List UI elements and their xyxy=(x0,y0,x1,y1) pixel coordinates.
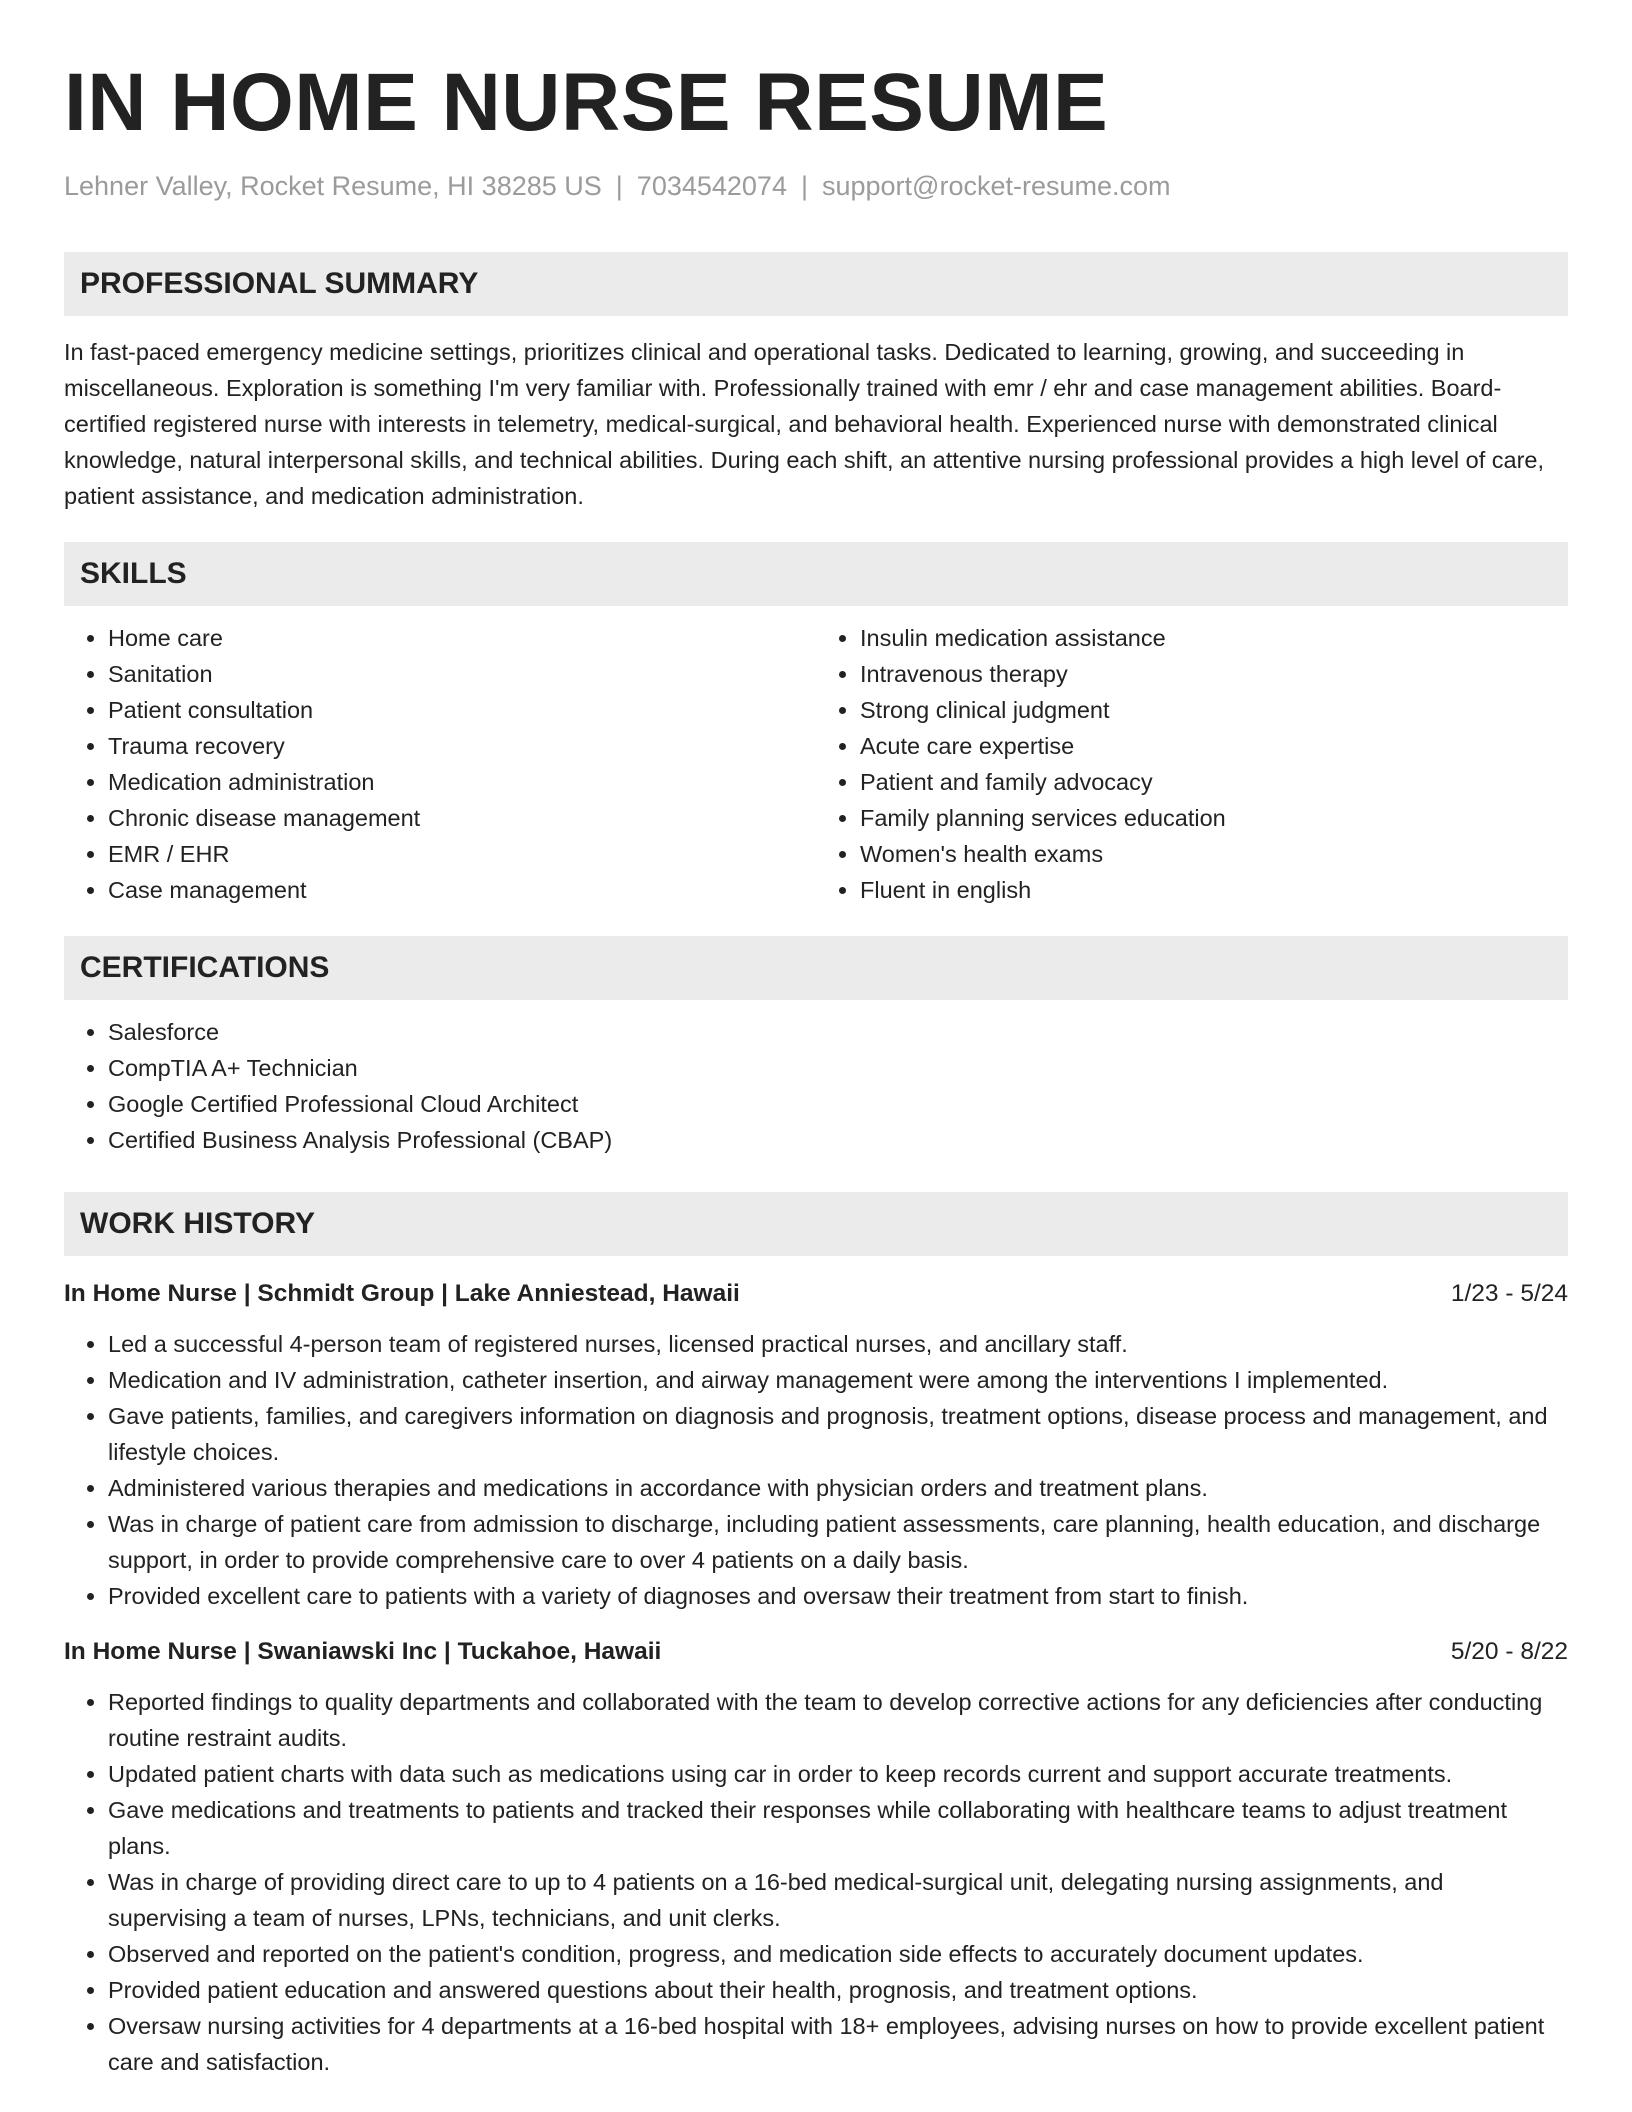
summary-text: In fast-paced emergency medicine settings, prioritizes clinical and operational tasks. Dedicated to learning, growing, and succeeding in miscellaneous. Exploration is something I'm very familiar with. Professionally trained with emr / ehr and case management abilities. Board-certified registered nurse with interests in telemetry, medical-surgical, and behavioral health. Experienced nurse with demonstrated clinical knowledge, natural interpersonal skills, and technical abilities. During each shift, an attentive nursing professional provides a high level of care, patient assistance, and medication administration. xyxy=(64,339,1545,510)
job-bullet: • Led a successful 4-person team of registered nurses, licensed practical nurses, and ancillary staff. xyxy=(108,1326,1568,1362)
skill-item: • Intravenous therapy xyxy=(860,656,1568,692)
job-bullet: • Was in charge of providing direct care to up to 4 patients on a 16-bed medical-surgical unit, delegating nursing assignments, and supervising a team of nurses, LPNs, technicians, and unit clerks. xyxy=(108,1864,1568,1936)
page-title: IN HOME NURSE RESUME xyxy=(64,57,1109,148)
skill-item: • Patient and family advocacy xyxy=(860,764,1568,800)
section-header-summary: PROFESSIONAL SUMMARY xyxy=(64,252,1568,316)
job-bullet: • Updated patient charts with data such as medications using car in order to keep records current and support accurate treatments. xyxy=(108,1756,1568,1792)
skills-column-right xyxy=(816,620,1568,908)
contact-line xyxy=(64,170,1568,202)
job-bullet: • Provided patient education and answered questions about their health, prognosis, and treatment options. xyxy=(108,1972,1568,2008)
job-dates: 1/23 - 5/24 xyxy=(1450,1280,1568,1308)
contact-address: Lehner Valley, Rocket Resume, HI 38285 US xyxy=(64,171,602,201)
skill-item: • Trauma recovery xyxy=(108,728,816,764)
job-header xyxy=(64,1634,1568,1670)
job-bullet: • Gave medications and treatments to patients and tracked their responses while collaborating with healthcare teams to adjust treatment plans. xyxy=(108,1792,1568,1864)
job-bullets xyxy=(64,1684,1568,2080)
skill-item: • Case management xyxy=(108,872,816,908)
section-header-skills: SKILLS xyxy=(64,542,1568,606)
skill-item: • Insulin medication assistance xyxy=(860,620,1568,656)
skill-item: • Strong clinical judgment xyxy=(860,692,1568,728)
certification-item: • Certified Business Analysis Professional (CBAP) xyxy=(108,1122,1568,1158)
skills-column-left xyxy=(64,620,816,908)
job-bullet: • Medication and IV administration, catheter insertion, and airway management were among the interventions I implemented. xyxy=(108,1362,1568,1398)
job-bullet: • Oversaw nursing activities for 4 departments at a 16-bed hospital with 18+ employees, advising nurses on how to provide excellent patient care and satisfaction. xyxy=(108,2008,1568,2080)
job-entry xyxy=(64,1276,1568,1614)
skill-item: • Sanitation xyxy=(108,656,816,692)
skill-item: • Patient consultation xyxy=(108,692,816,728)
certification-item: • Google Certified Professional Cloud Architect xyxy=(108,1086,1568,1122)
job-header xyxy=(64,1276,1568,1312)
skill-item: • Fluent in english xyxy=(860,872,1568,908)
section-header-work-history: WORK HISTORY xyxy=(64,1192,1568,1256)
certification-item: • CompTIA A+ Technician xyxy=(108,1050,1568,1086)
skill-item: • Women's health exams xyxy=(860,836,1568,872)
skill-item: • Acute care expertise xyxy=(860,728,1568,764)
job-bullets xyxy=(64,1326,1568,1614)
contact-phone: 7034542074 xyxy=(636,171,787,201)
skill-item: • Home care xyxy=(108,620,816,656)
contact-separator: | xyxy=(800,171,808,201)
skill-item: • Family planning services education xyxy=(860,800,1568,836)
certification-item: • Salesforce xyxy=(108,1014,1568,1050)
job-title: In Home Nurse | Schmidt Group | Lake Anniestead, Hawaii xyxy=(64,1280,740,1308)
skill-item: • EMR / EHR xyxy=(108,836,816,872)
skill-item: • Chronic disease management xyxy=(108,800,816,836)
job-title: In Home Nurse | Swaniawski Inc | Tuckahoe, Hawaii xyxy=(64,1638,662,1666)
skill-item: • Medication administration xyxy=(108,764,816,800)
job-bullet: • Was in charge of patient care from admission to discharge, including patient assessments, care planning, health education, and discharge support, in order to provide comprehensive care to over 4 patients on a daily basis. xyxy=(108,1506,1568,1578)
job-bullet: • Gave patients, families, and caregivers information on diagnosis and prognosis, treatment options, disease process and management, and lifestyle choices. xyxy=(108,1398,1568,1470)
job-bullet: • Provided excellent care to patients with a variety of diagnoses and oversaw their treatment from start to finish. xyxy=(108,1578,1568,1614)
contact-email: support@rocket-resume.com xyxy=(821,171,1171,201)
section-header-certifications: CERTIFICATIONS xyxy=(64,936,1568,1000)
job-bullet: • Administered various therapies and medications in accordance with physician orders and treatment plans. xyxy=(108,1470,1568,1506)
certifications-list xyxy=(64,1014,1568,1158)
job-dates: 5/20 - 8/22 xyxy=(1450,1638,1568,1666)
job-bullet: • Reported findings to quality departments and collaborated with the team to develop corrective actions for any deficiencies after conducting routine restraint audits. xyxy=(108,1684,1568,1756)
job-entry xyxy=(64,1634,1568,2080)
job-bullet: • Observed and reported on the patient's condition, progress, and medication side effects to accurately document updates. xyxy=(108,1936,1568,1972)
contact-separator: | xyxy=(615,171,623,201)
skills-list xyxy=(64,620,1568,908)
